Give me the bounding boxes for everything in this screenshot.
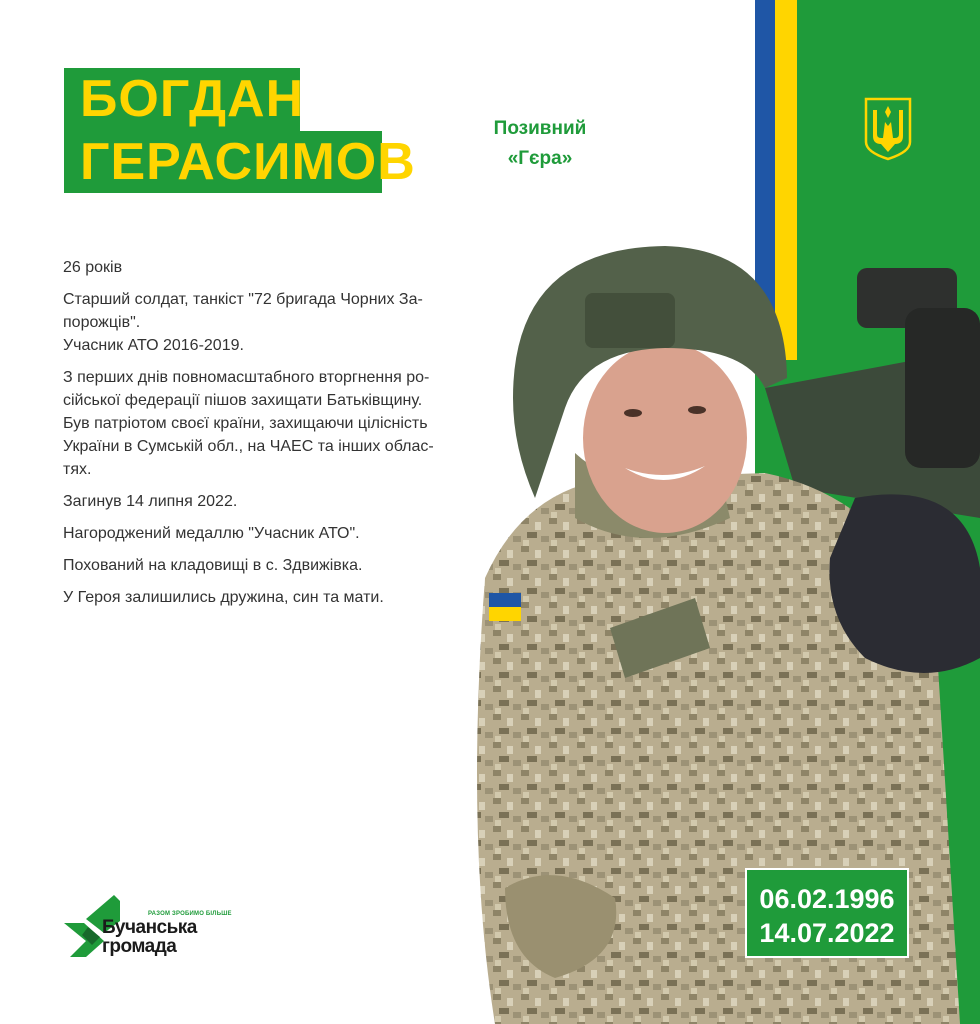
name-first: БОГДАН — [64, 68, 300, 131]
callsign-block — [470, 114, 610, 174]
bio-paragraph: З перших днів повномасштабного вторгнення ро- сійської федерації пішов захищати Батьківщину. Був патріотом своєї країни, захищаючи цілісність України в Сумській обл., на ЧАЕС та інших облас- тях. — [63, 369, 434, 478]
name-last: ГЕРАСИМОВ — [64, 131, 382, 193]
trident-icon — [863, 96, 913, 162]
logo-tagline: РАЗОМ ЗРОБИМО БІЛЬШЕ — [148, 911, 232, 917]
bio-paragraph: Загинув 14 липня 2022. — [63, 493, 238, 510]
logo-name — [102, 918, 197, 956]
callsign-value: «Гєра» — [507, 148, 573, 169]
death-date: 14.07.2022 — [759, 918, 895, 948]
bio-paragraph: 26 років — [63, 259, 123, 276]
life-dates — [745, 868, 909, 958]
callsign-label: Позивний — [493, 118, 587, 139]
birth-date: 06.02.1996 — [759, 884, 895, 914]
logo-line-1: Бучанська — [102, 917, 197, 938]
logo-line-2: громада — [102, 936, 177, 957]
bio-paragraph: Старший солдат, танкіст "72 бригада Чорних За- порожців". Учасник АТО 2016-2019. — [63, 291, 423, 354]
bio-paragraph: Похований на кладовищі в с. Здвижівка. — [63, 557, 363, 574]
biography — [63, 256, 483, 618]
bio-paragraph: У Героя залишились дружина, син та мати. — [63, 589, 384, 606]
bio-paragraph: Нагороджений медаллю "Учасник АТО". — [63, 525, 360, 542]
